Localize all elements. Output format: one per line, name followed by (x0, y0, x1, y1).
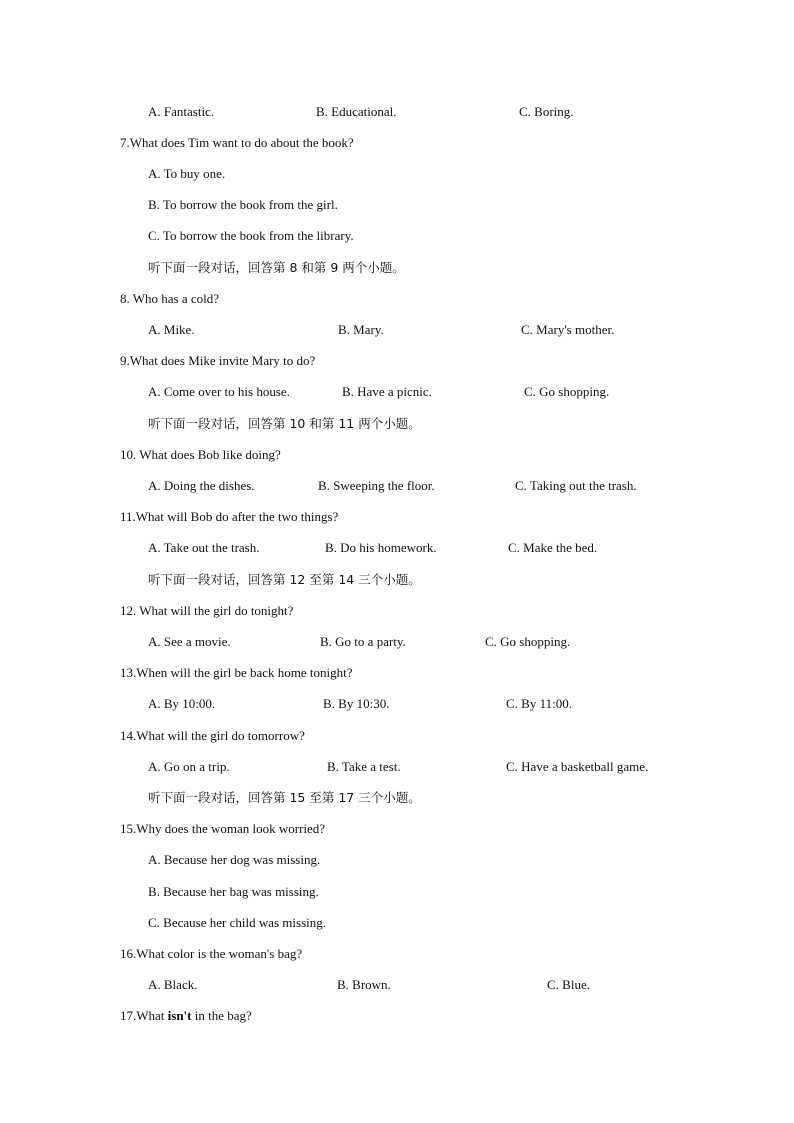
question-17 (120, 1008, 252, 1024)
option-9c: C. Go shopping. (524, 384, 610, 399)
question-17-prefix: 17.What (120, 1008, 168, 1023)
instruction-12-14: 听下面一段对话，回答第 12 至第 14 三个小题。 (148, 572, 421, 587)
option-14c: C. Have a basketball game. (506, 759, 649, 774)
option-5b: B. Educational. (316, 104, 397, 119)
option-9b: B. Have a picnic. (342, 384, 432, 399)
option-10a: A. Doing the dishes. (148, 478, 255, 493)
question-17-bold: isn't (167, 1008, 192, 1023)
instruction-8-9: 听下面一段对话，回答第 8 和第 9 两个小题。 (148, 260, 405, 275)
option-13a: A. By 10:00. (148, 696, 216, 711)
option-8b: B. Mary. (338, 322, 384, 337)
option-7c: C. To borrow the book from the library. (148, 228, 354, 243)
option-9a: A. Come over to his house. (148, 384, 290, 399)
option-7a: A. To buy one. (148, 166, 226, 181)
question-16: 16.What color is the woman's bag? (120, 946, 303, 961)
option-7b: B. To borrow the book from the girl. (148, 197, 338, 212)
question-15: 15.Why does the woman look worried? (120, 821, 326, 836)
option-16c: C. Blue. (547, 977, 590, 992)
option-13c: C. By 11:00. (506, 696, 572, 711)
option-10b: B. Sweeping the floor. (318, 478, 435, 493)
question-14: 14.What will the girl do tomorrow? (120, 728, 305, 743)
question-7: 7.What does Tim want to do about the book? (120, 135, 354, 150)
option-14b: B. Take a test. (327, 759, 401, 774)
question-8: 8. Who has a cold? (120, 291, 220, 306)
option-15a: A. Because her dog was missing. (148, 852, 321, 867)
question-12: 12. What will the girl do tonight? (120, 603, 294, 618)
option-14a: A. Go on a trip. (148, 759, 230, 774)
question-9: 9.What does Mike invite Mary to do? (120, 353, 316, 368)
option-11a: A. Take out the trash. (148, 540, 260, 555)
question-17-suffix: in the bag? (191, 1008, 252, 1023)
option-12b: B. Go to a party. (320, 634, 406, 649)
option-16b: B. Brown. (337, 977, 391, 992)
option-10c: C. Taking out the trash. (515, 478, 637, 493)
option-11c: C. Make the bed. (508, 540, 598, 555)
option-11b: B. Do his homework. (325, 540, 437, 555)
instruction-15-17: 听下面一段对话，回答第 15 至第 17 三个小题。 (148, 790, 421, 805)
option-12c: C. Go shopping. (485, 634, 571, 649)
question-13: 13.When will the girl be back home tonight? (120, 665, 353, 680)
question-10: 10. What does Bob like doing? (120, 447, 281, 462)
option-13b: B. By 10:30. (323, 696, 390, 711)
option-16a: A. Black. (148, 977, 198, 992)
option-12a: A. See a movie. (148, 634, 231, 649)
option-8c: C. Mary's mother. (521, 322, 615, 337)
instruction-10-11: 听下面一段对话，回答第 10 和第 11 两个小题。 (148, 416, 421, 431)
question-11: 11.What will Bob do after the two things? (120, 509, 339, 524)
option-15b: B. Because her bag was missing. (148, 884, 319, 899)
option-15c: C. Because her child was missing. (148, 915, 326, 930)
option-5a: A. Fantastic. (148, 104, 215, 119)
option-8a: A. Mike. (148, 322, 195, 337)
option-5c: C. Boring. (519, 104, 574, 119)
